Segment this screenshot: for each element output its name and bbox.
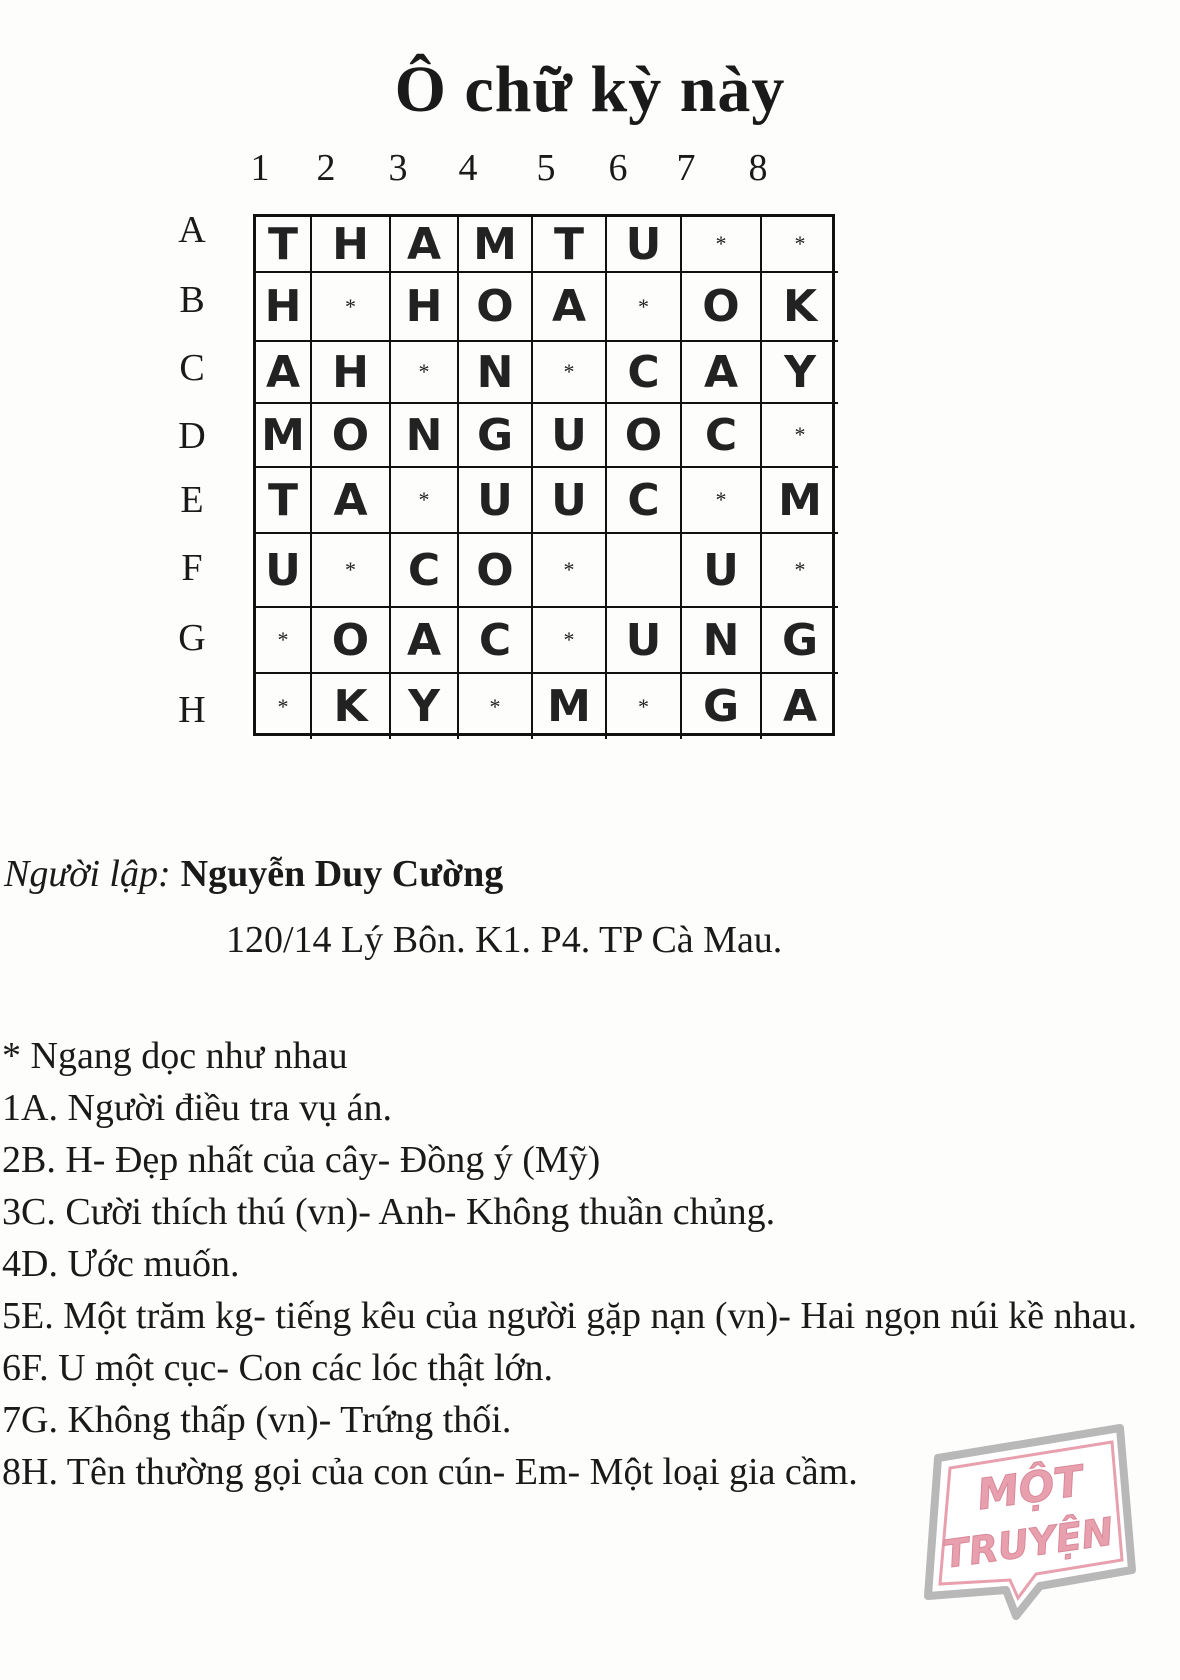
clue-item: 7G. Không thấp (vn)- Trứng thối. — [2, 1399, 512, 1441]
grid-cell-b2: * — [312, 273, 391, 342]
column-label: 6 — [608, 147, 628, 189]
grid-cell-d2: O — [312, 404, 391, 468]
grid-cell-a8: * — [762, 217, 838, 273]
clue-item: 6F. U một cục- Con các lóc thật lớn. — [2, 1347, 554, 1389]
grid-cell-e8: M — [762, 468, 838, 534]
column-label: 3 — [388, 147, 408, 189]
grid-cell-a4: M — [459, 217, 533, 273]
clue-item: 1A. Người điều tra vụ án. — [2, 1087, 393, 1129]
author-line — [4, 852, 503, 896]
grid-cell-e7: * — [682, 468, 762, 534]
crossword-grid — [253, 214, 835, 736]
row-label: G — [178, 617, 206, 659]
grid-cell-c7: A — [682, 342, 762, 404]
clue-item: 5E. Một trăm kg- tiếng kêu của người gặp nạn (vn)- Hai ngọn núi kề nhau. — [2, 1295, 1138, 1337]
grid-cell-d5: U — [533, 404, 607, 468]
grid-cell-b1: H — [256, 273, 312, 342]
grid-cell-g2: O — [312, 608, 391, 674]
author-label: Người lập: — [4, 853, 171, 895]
row-label: D — [178, 415, 206, 457]
grid-cell-e3: * — [391, 468, 459, 534]
grid-cell-a3: A — [391, 217, 459, 273]
grid-cell-a5: T — [533, 217, 607, 273]
column-label: 7 — [676, 147, 696, 189]
grid-cell-g5: * — [533, 608, 607, 674]
page-title: Ô chữ kỳ này — [394, 53, 786, 126]
clue-note: * Ngang dọc như nhau — [2, 1035, 348, 1077]
row-label: A — [178, 209, 206, 251]
grid-cell-e5: U — [533, 468, 607, 534]
grid-cell-h7: G — [682, 674, 762, 739]
grid-cell-g7: N — [682, 608, 762, 674]
grid-cell-d4: G — [459, 404, 533, 468]
grid-cell-h2: K — [312, 674, 391, 739]
watermark-logo — [920, 1420, 1140, 1620]
grid-cell-a6: U — [607, 217, 682, 273]
grid-cell-d1: M — [256, 404, 312, 468]
grid-cell-f2: * — [312, 534, 391, 608]
row-labels — [0, 0, 206, 760]
grid-cell-c4: N — [459, 342, 533, 404]
grid-cell-d3: N — [391, 404, 459, 468]
grid-cell-b6: * — [607, 273, 682, 342]
grid-cell-f7: U — [682, 534, 762, 608]
row-label: H — [178, 689, 206, 731]
grid-cell-c1: A — [256, 342, 312, 404]
grid-cell-a7: * — [682, 217, 762, 273]
grid-cell-a2: H — [312, 217, 391, 273]
grid-cell-c5: * — [533, 342, 607, 404]
clue-item: 8H. Tên thường gọi của con cún- Em- Một loại gia cầm. — [2, 1451, 858, 1493]
column-label: 2 — [316, 147, 336, 189]
grid-cell-b7: O — [682, 273, 762, 342]
grid-cell-g8: G — [762, 608, 838, 674]
grid-cell-f6 — [607, 534, 682, 608]
grid-cell-e4: U — [459, 468, 533, 534]
watermark-word: MỘT — [974, 1455, 1086, 1520]
row-label: B — [179, 279, 205, 321]
grid-cell-d7: C — [682, 404, 762, 468]
grid-cell-f4: O — [459, 534, 533, 608]
grid-cell-d8: * — [762, 404, 838, 468]
grid-cell-c6: C — [607, 342, 682, 404]
grid-cell-h3: Y — [391, 674, 459, 739]
grid-cell-g3: A — [391, 608, 459, 674]
column-label: 5 — [536, 147, 556, 189]
column-label: 1 — [250, 147, 270, 189]
clue-item: 4D. Ước muốn. — [2, 1243, 240, 1285]
grid-cell-c3: * — [391, 342, 459, 404]
grid-cell-e6: C — [607, 468, 682, 534]
grid-cell-f3: C — [391, 534, 459, 608]
column-label: 4 — [458, 147, 478, 189]
grid-cell-b4: O — [459, 273, 533, 342]
grid-cell-b3: H — [391, 273, 459, 342]
grid-cell-a1: T — [256, 217, 312, 273]
grid-cell-g6: U — [607, 608, 682, 674]
grid-cell-b5: A — [533, 273, 607, 342]
grid-cell-f5: * — [533, 534, 607, 608]
grid-cell-b8: K — [762, 273, 838, 342]
grid-cell-g1: * — [256, 608, 312, 674]
clue-item: 2B. H- Đẹp nhất của cây- Đồng ý (Mỹ) — [2, 1139, 601, 1181]
row-label: F — [181, 547, 203, 589]
grid-cell-e1: T — [256, 468, 312, 534]
grid-cell-g4: C — [459, 608, 533, 674]
grid-cell-d6: O — [607, 404, 682, 468]
grid-cell-c8: Y — [762, 342, 838, 404]
row-label: E — [180, 479, 204, 521]
grid-cell-h8: A — [782, 681, 818, 732]
row-label: C — [179, 347, 205, 389]
grid-cell-f8: * — [762, 534, 838, 608]
author-address: 120/14 Lý Bôn. K1. P4. TP Cà Mau. — [226, 919, 783, 961]
grid-cell-c2: H — [312, 342, 391, 404]
watermark-word: TRUYỆN — [940, 1509, 1117, 1577]
grid-cell-h1: * — [256, 674, 312, 739]
author-name: Nguyễn Duy Cường — [180, 853, 504, 895]
grid-cell-e2: A — [312, 468, 391, 534]
column-label: 8 — [748, 147, 768, 189]
grid-cell-h4: * — [459, 674, 533, 739]
grid-cell-h5: M — [533, 674, 607, 739]
clue-item: 3C. Cười thích thú (vn)- Anh- Không thuần chủng. — [2, 1191, 776, 1233]
grid-cell-h6: * — [607, 674, 682, 739]
grid-cell-f1: U — [256, 534, 312, 608]
